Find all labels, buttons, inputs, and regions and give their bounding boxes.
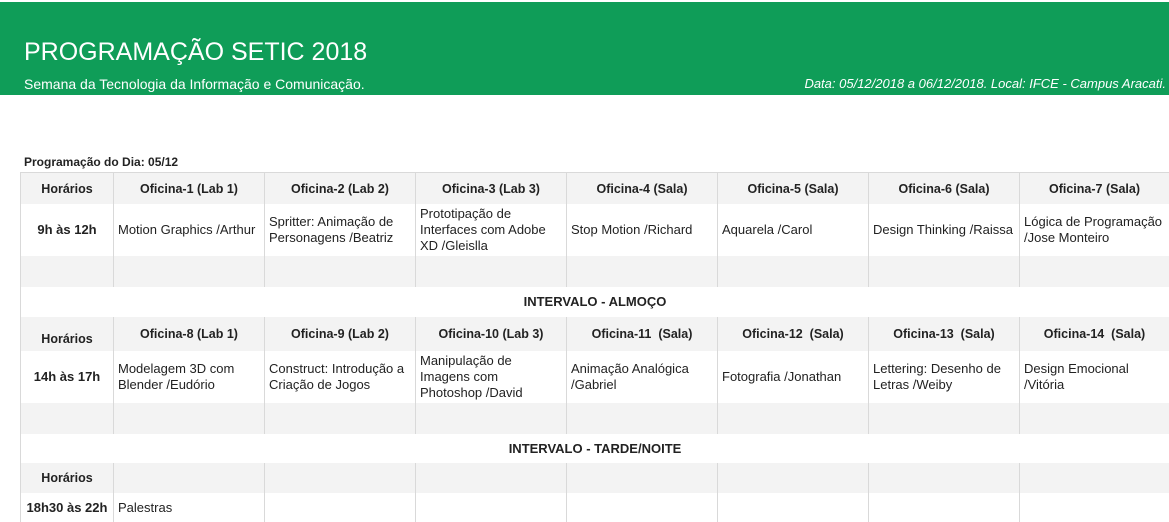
event-info: Data: 05/12/2018 a 06/12/2018. Local: IFCE - Campus Aracati. — [804, 76, 1166, 92]
workshop-cell[interactable]: Palestras — [114, 493, 265, 522]
empty-cell[interactable] — [869, 463, 1020, 493]
empty-cell[interactable] — [21, 256, 114, 287]
interval-lunch[interactable]: INTERVALO - ALMOÇO — [21, 287, 1169, 317]
workshop-cell[interactable]: Aquarela /Carol — [718, 204, 869, 256]
empty-cell[interactable] — [869, 403, 1020, 434]
schedule-table — [20, 172, 1169, 522]
column-header[interactable]: Oficina-13 (Sala) — [869, 317, 1020, 351]
time-slot[interactable]: 18h30 às 22h — [21, 493, 114, 522]
empty-cell[interactable] — [1020, 463, 1169, 493]
empty-cell[interactable] — [416, 403, 567, 434]
empty-cell[interactable] — [21, 403, 114, 434]
column-header[interactable]: Oficina-10 (Lab 3) — [416, 317, 567, 351]
empty-cell[interactable] — [567, 463, 718, 493]
session-2-header-row — [21, 317, 1169, 351]
workshop-cell[interactable]: Manipulação de Imagens com Photoshop /David — [416, 351, 567, 403]
empty-cell[interactable] — [416, 256, 567, 287]
workshop-cell[interactable]: Modelagem 3D com Blender /Eudório — [114, 351, 265, 403]
empty-cell[interactable] — [718, 463, 869, 493]
workshop-cell[interactable]: Animação Analógica /Gabriel — [567, 351, 718, 403]
column-header[interactable]: Oficina-14 (Sala) — [1020, 317, 1169, 351]
interval-row — [21, 287, 1169, 317]
workshop-cell[interactable]: Design Emocional /Vitória — [1020, 351, 1169, 403]
column-header[interactable]: Oficina-3 (Lab 3) — [416, 173, 567, 205]
empty-cell[interactable] — [1020, 256, 1169, 287]
workshop-cell[interactable]: Fotografia /Jonathan — [718, 351, 869, 403]
empty-cell[interactable] — [114, 256, 265, 287]
time-slot[interactable]: 14h às 17h — [21, 351, 114, 403]
empty-cell[interactable] — [869, 256, 1020, 287]
time-column-header[interactable]: Horários — [21, 463, 114, 493]
empty-row — [21, 256, 1169, 287]
empty-cell[interactable] — [567, 256, 718, 287]
empty-cell[interactable] — [114, 463, 265, 493]
column-header[interactable]: Oficina-6 (Sala) — [869, 173, 1020, 205]
session-3-header-row — [21, 463, 1169, 493]
empty-cell[interactable] — [114, 403, 265, 434]
empty-cell[interactable] — [718, 403, 869, 434]
time-column-header[interactable]: Horários — [21, 173, 114, 205]
session-1-header-row — [21, 173, 1169, 205]
column-header[interactable]: Oficina-9 (Lab 2) — [265, 317, 416, 351]
time-column-header[interactable]: Horários — [21, 317, 114, 351]
page-subtitle: Semana da Tecnologia da Informação e Comunicação. — [24, 76, 365, 92]
empty-cell[interactable] — [1020, 403, 1169, 434]
workshop-cell[interactable]: Lettering: Desenho de Letras /Weiby — [869, 351, 1020, 403]
column-header[interactable]: Oficina-4 (Sala) — [567, 173, 718, 205]
column-header[interactable]: Oficina-8 (Lab 1) — [114, 317, 265, 351]
column-header[interactable]: Oficina-1 (Lab 1) — [114, 173, 265, 205]
column-header[interactable]: Oficina-11 (Sala) — [567, 317, 718, 351]
empty-cell[interactable] — [265, 463, 416, 493]
workshop-cell[interactable]: Prototipação de Interfaces com Adobe XD /Gleislla — [416, 204, 567, 256]
empty-cell[interactable] — [265, 256, 416, 287]
session-1-row — [21, 204, 1169, 256]
empty-cell[interactable] — [265, 403, 416, 434]
banner-header — [0, 2, 1169, 95]
workshop-cell[interactable]: Motion Graphics /Arthur — [114, 204, 265, 256]
empty-cell[interactable] — [416, 463, 567, 493]
session-2-row — [21, 351, 1169, 403]
workshop-cell[interactable]: Construct: Introdução a Criação de Jogos — [265, 351, 416, 403]
column-header[interactable]: Oficina-12 (Sala) — [718, 317, 869, 351]
empty-cell[interactable] — [567, 403, 718, 434]
workshop-cell[interactable]: Spritter: Animação de Personagens /Beatriz — [265, 204, 416, 256]
interval-row — [21, 434, 1169, 463]
empty-row — [21, 403, 1169, 434]
workshop-cell[interactable]: Design Thinking /Raissa — [869, 204, 1020, 256]
column-header[interactable]: Oficina-7 (Sala) — [1020, 173, 1169, 205]
column-header[interactable]: Oficina-2 (Lab 2) — [265, 173, 416, 205]
column-header[interactable]: Oficina-5 (Sala) — [718, 173, 869, 205]
interval-evening[interactable]: INTERVALO - TARDE/NOITE — [21, 434, 1169, 463]
workshop-cell[interactable]: Lógica de Programação /Jose Monteiro — [1020, 204, 1169, 256]
day-label: Programação do Dia: 05/12 — [24, 155, 178, 169]
empty-cell[interactable] — [718, 256, 869, 287]
page-title: PROGRAMAÇÃO SETIC 2018 — [24, 37, 367, 67]
time-slot[interactable]: 9h às 12h — [21, 204, 114, 256]
workshop-cell[interactable]: Stop Motion /Richard — [567, 204, 718, 256]
